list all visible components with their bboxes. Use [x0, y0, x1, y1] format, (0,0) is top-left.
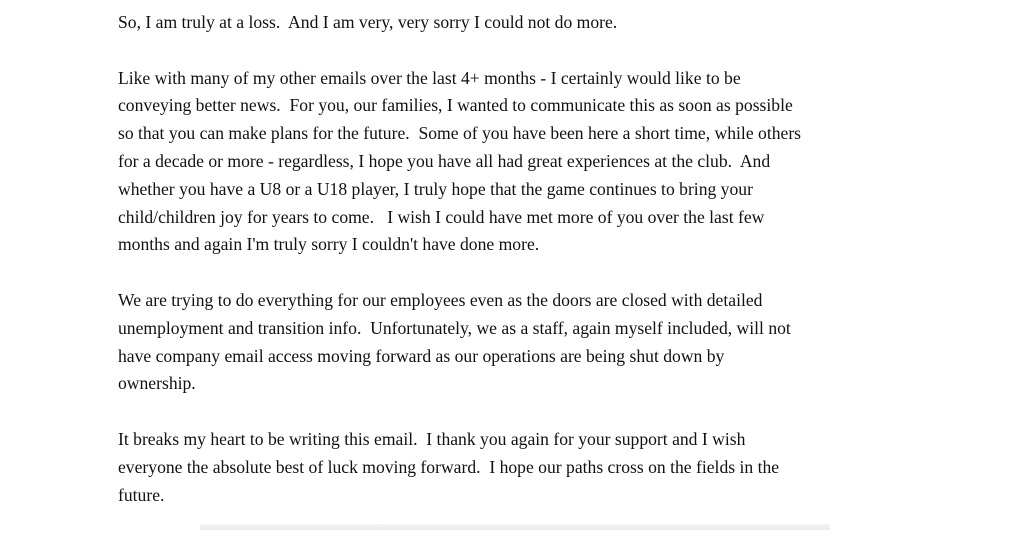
text-line: have company email access moving forward as our operations are being shut down by	[118, 345, 725, 366]
text-line: everyone the absolute best of luck moving forward. I hope our paths cross on the fields in the	[118, 456, 780, 477]
text-line: We are trying to do everything for our employees even as the doors are closed with detailed	[118, 289, 763, 310]
text-line: child/children joy for years to come. I wish I could have met more of you over the last few	[118, 206, 765, 227]
text-line: conveying better news. For you, our families, I wanted to communicate this as soon as possible	[118, 95, 793, 116]
text-line: whether you have a U8 or a U18 player, I truly hope that the game continues to bring your	[118, 178, 753, 199]
text-line: unemployment and transition info. Unfortunately, we as a staff, again myself included, will not	[118, 317, 791, 338]
email-paragraph-4	[118, 426, 918, 509]
text-line: future.	[118, 484, 165, 505]
text-line: Like with many of my other emails over the last 4+ months - I certainly would like to be	[118, 67, 741, 88]
text-line: months and again I'm truly sorry I couldn't have done more.	[118, 234, 540, 255]
text-line: so that you can make plans for the future. Some of you have been here a short time, while others	[118, 123, 802, 144]
text-line: So, I am truly at a loss. And I am very, very sorry I could not do more.	[118, 12, 618, 32]
email-paragraph-1	[118, 9, 918, 37]
text-line: It breaks my heart to be writing this email. I thank you again for your support and I wish	[118, 428, 746, 449]
bottom-divider	[200, 524, 830, 530]
email-paragraph-2	[118, 65, 918, 260]
email-body	[118, 9, 918, 537]
text-line: ownership.	[118, 373, 196, 394]
email-paragraph-3	[118, 287, 918, 398]
text-line: for a decade or more - regardless, I hope you have all had great experiences at the club. And	[118, 150, 771, 171]
